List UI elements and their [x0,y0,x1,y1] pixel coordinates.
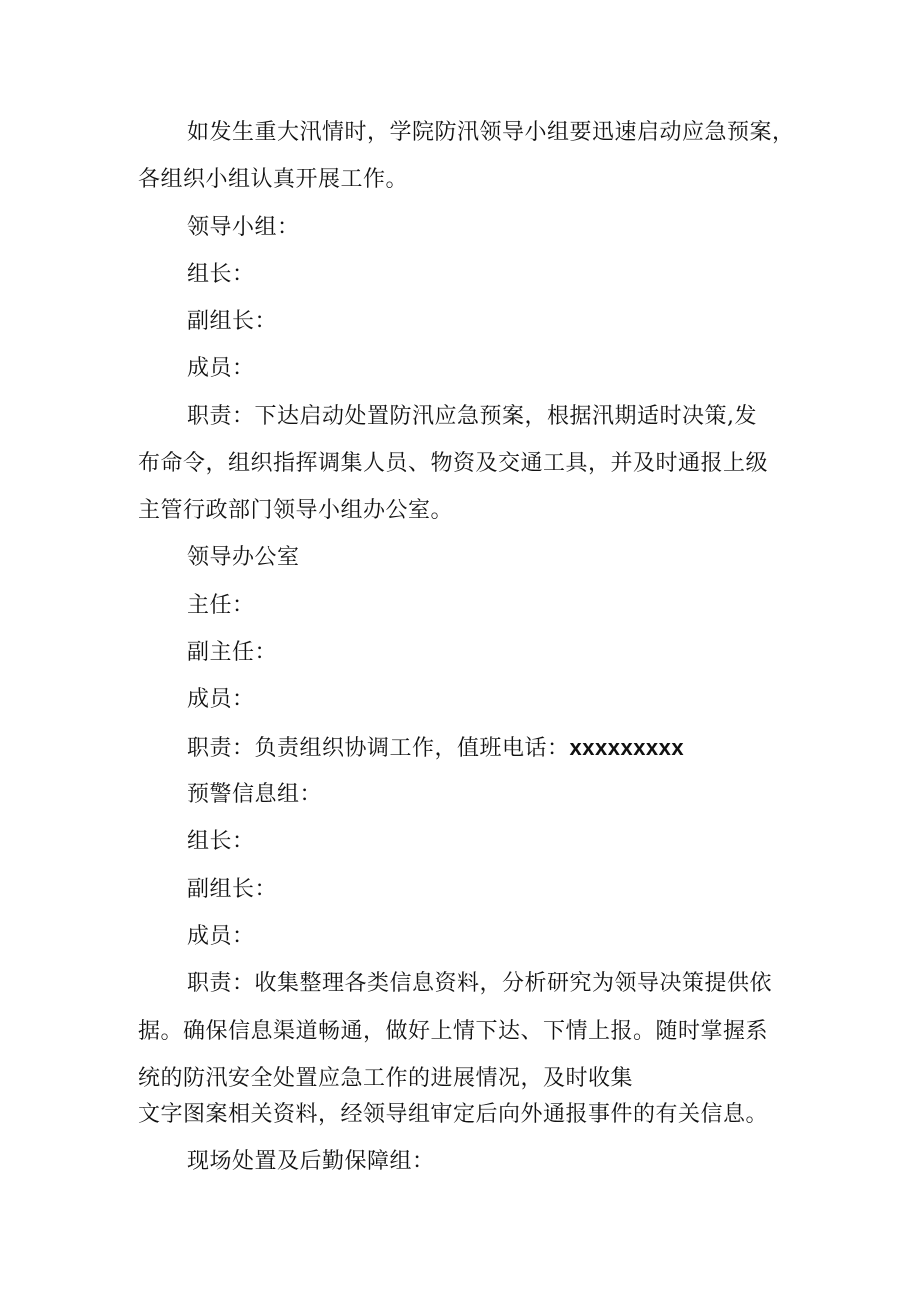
heading-leadership-group: 领导小组： [187,215,300,240]
heading-leadership-office: 领导办公室 [187,545,300,570]
warning-group-duties-line-4: 文字图案相关资料，经领导组审定后向外通报事件的有关信息。 [138,1102,769,1127]
leadership-group-duties-line-3: 主管行政部门领导小组办公室。 [138,498,454,523]
leadership-group-duties-line-2: 布命令，组织指挥调集人员、物资及交通工具，并及时通报上级 [138,451,769,476]
heading-onsite-logistics-group: 现场处置及后勤保障组： [187,1149,435,1174]
office-duties [187,733,684,764]
leadership-group-members: 成员： [187,356,255,381]
duty-phone-number: xxxxxxxxx [569,735,685,760]
warning-group-duties-line-2: 据。确保信息渠道畅通，做好上情下达、下情上报。随时掌握系 [138,1019,769,1044]
leadership-group-duties-line-1: 职责：下达启动处置防汛应急预案，根据汛期适时决策,发 [187,404,757,429]
warning-group-deputy-leader: 副组长： [187,877,278,902]
leadership-group-deputy-leader: 副组长： [187,309,278,334]
paragraph-flood-plan-line-2: 各组织小组认真开展工作。 [138,167,409,192]
warning-group-duties-line-3: 统的防汛安全处置应急工作的进展情况，及时收集 [138,1066,634,1091]
warning-group-members: 成员： [187,924,255,949]
office-director: 主任： [187,593,255,618]
warning-group-leader: 组长： [187,829,255,854]
warning-group-duties-line-1: 职责：收集整理各类信息资料，分析研究为领导决策提供依 [187,971,773,996]
paragraph-flood-plan-line-1: 如发生重大汛情时，学院防汛领导小组要迅速启动应急预案， [187,120,795,145]
office-duties-text: 职责：负责组织协调工作，值班电话： [187,736,570,761]
office-deputy-director: 副主任： [187,640,278,665]
office-members: 成员： [187,687,255,712]
leadership-group-leader: 组长： [187,262,255,287]
heading-warning-info-group: 预警信息组： [187,782,323,807]
